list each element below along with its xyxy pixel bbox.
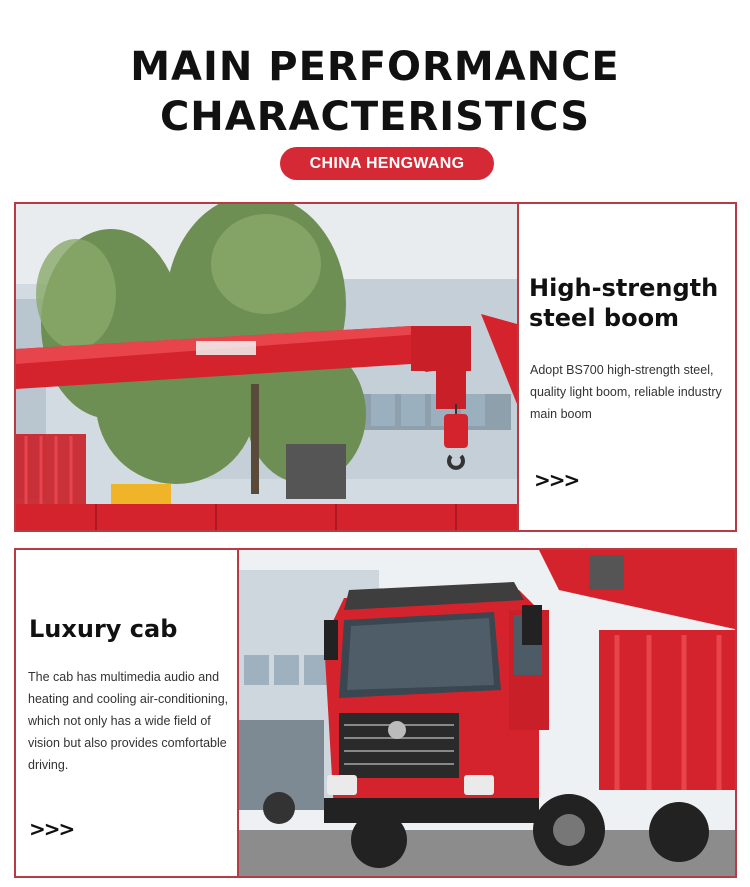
page-title-line-1: MAIN PERFORMANCE xyxy=(130,44,620,90)
truck-cab-illustration xyxy=(239,550,737,876)
feature-description: Adopt BS700 high-strength steel, quality light boom, reliable industry main boom xyxy=(530,363,722,421)
feature-description: The cab has multimedia audio and heating and cooling air-conditioning, which not only has a wide field of vision but also provides comfortable driving. xyxy=(28,670,229,772)
feature-title xyxy=(529,273,734,333)
feature-panel-steel-boom xyxy=(14,202,737,532)
brand-badge: CHINA HENGWANG xyxy=(280,147,494,180)
feature-title: Luxury cab xyxy=(29,615,178,643)
truck-cab-photo xyxy=(237,550,737,876)
crane-boom-photo xyxy=(16,204,519,530)
crane-boom-illustration xyxy=(16,204,517,530)
arrow-icon: >>> xyxy=(29,817,74,841)
feature-panel-luxury-cab xyxy=(14,548,737,878)
page-title xyxy=(0,42,750,142)
feature-title-line-1: High-strength xyxy=(529,274,719,302)
arrow-icon: >>> xyxy=(534,468,579,492)
page-title-line-2: CHARACTERISTICS xyxy=(159,94,591,140)
feature-title-line-2: steel boom xyxy=(529,304,680,332)
